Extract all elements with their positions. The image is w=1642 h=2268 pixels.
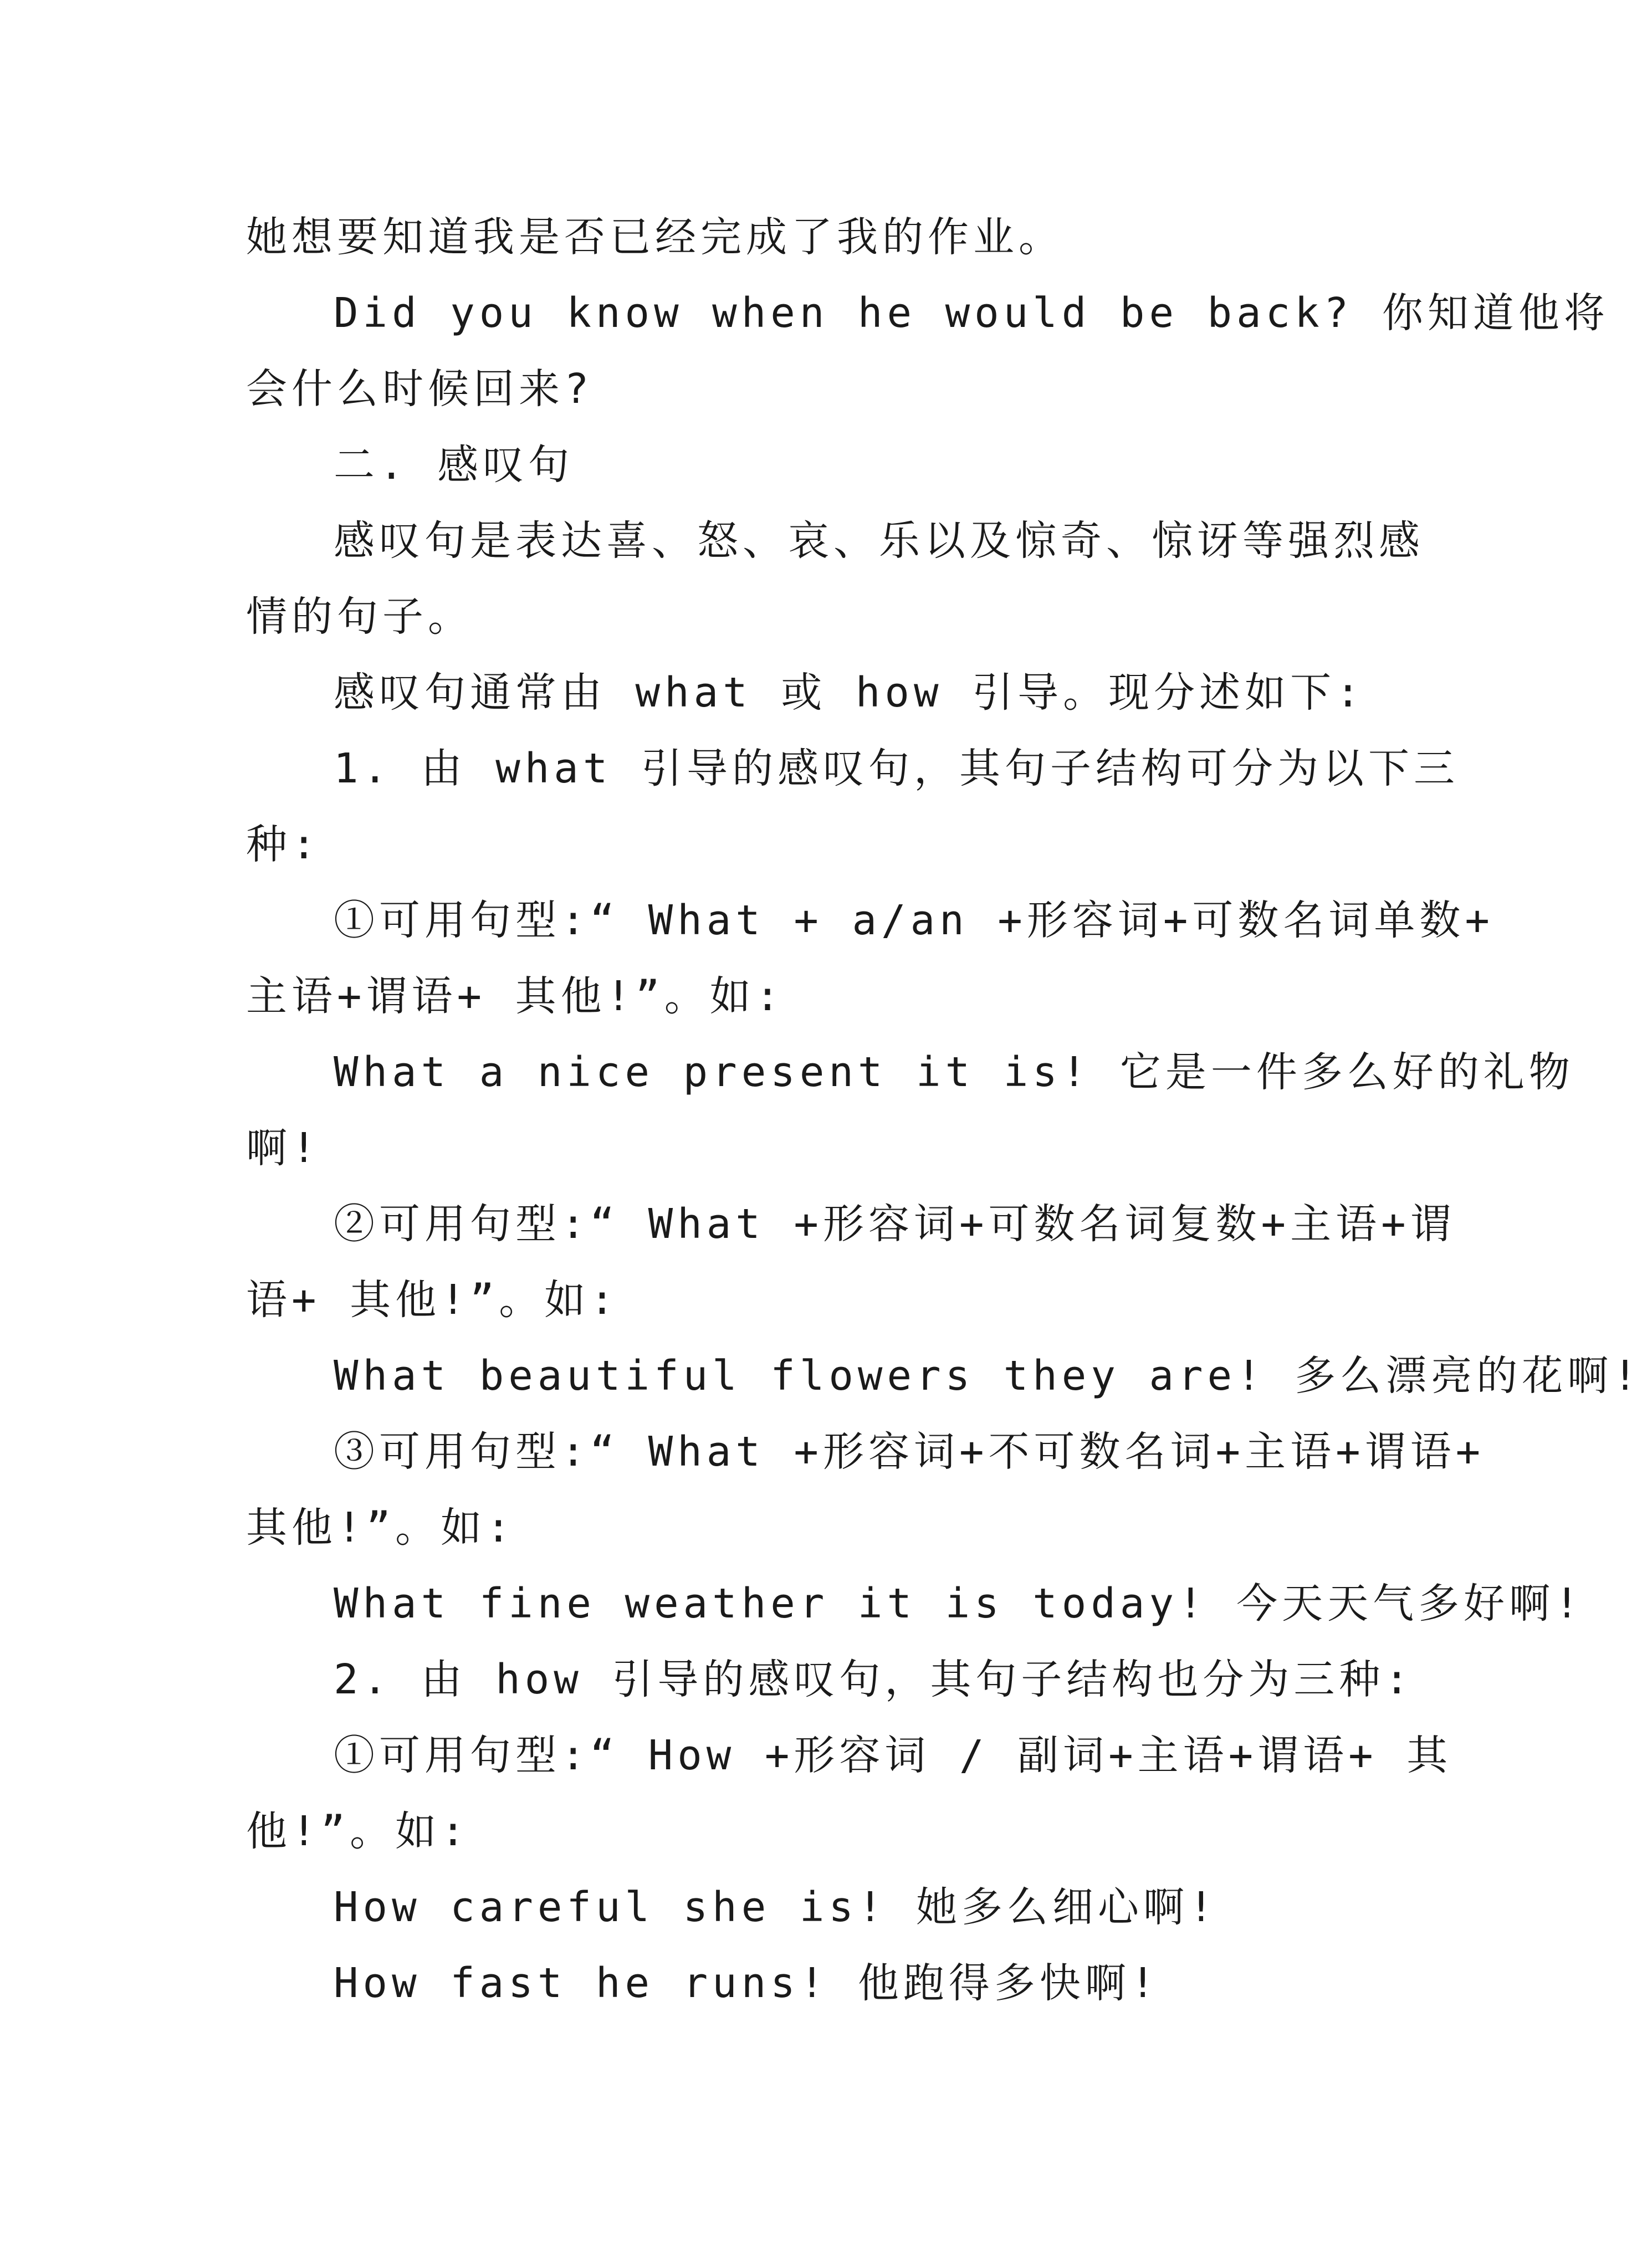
text-line: ①可用句型:“ How +形容词 / 副词+主语+谓语+ 其	[334, 1732, 1452, 1779]
paragraph-definition	[246, 503, 1424, 655]
subheading-what	[246, 731, 1459, 883]
text-line: 啊!	[246, 1124, 321, 1172]
text-line: 种:	[246, 821, 321, 868]
text-line: Did you know when he would be back? 你知道他将	[334, 289, 1609, 337]
paragraph-hw-translation	[246, 199, 1371, 275]
text-line: 其他!”。如:	[246, 1504, 515, 1552]
text-line: 她想要知道我是否已经完成了我的作业。	[246, 213, 1064, 261]
text-line: ②可用句型:“ What +形容词+可数名词复数+主语+谓	[334, 1200, 1456, 1248]
text-line: 语+ 其他!”。如:	[246, 1276, 619, 1324]
section-heading-exclamatory	[246, 427, 1371, 503]
pattern-what-3	[246, 1414, 1485, 1566]
text-line: 2. 由 how 引导的感叹句，其句子结构也分为三种:	[334, 1656, 1414, 1703]
paragraph-intro	[246, 655, 1371, 731]
example-how-1	[246, 1870, 1371, 1946]
text-line: 情的句子。	[246, 593, 473, 641]
document-body	[246, 199, 1642, 2021]
text-line: How careful she is! 她多么细心啊!	[334, 1883, 1218, 1931]
paragraph-did-you-know	[246, 275, 1609, 427]
text-line: ①可用句型:“ What + a/an +形容词+可数名词单数+	[334, 897, 1494, 944]
text-line: 主语+谓语+ 其他!”。如:	[246, 972, 785, 1020]
pattern-what-2	[246, 1186, 1456, 1338]
text-line: 感叹句通常由 what 或 how 引导。现分述如下:	[334, 669, 1365, 716]
text-line: 会什么时候回来?	[246, 365, 594, 413]
text-line: How fast he runs! 他跑得多快啊!	[334, 1959, 1160, 2007]
text-line: ③可用句型:“ What +形容词+不可数名词+主语+谓语+	[334, 1428, 1485, 1476]
example-what-2	[246, 1338, 1642, 1414]
text-line: What a nice present it is! 它是一件多么好的礼物	[334, 1048, 1574, 1096]
example-how-2	[246, 1946, 1371, 2021]
pattern-what-1	[246, 883, 1494, 1035]
section-heading: 二. 感叹句	[334, 441, 574, 489]
text-line: What beautiful flowers they are! 多么漂亮的花啊!	[334, 1352, 1642, 1400]
text-line: What fine weather it is today! 今天天气多好啊!	[334, 1580, 1584, 1627]
subheading-how	[246, 1642, 1414, 1718]
example-what-1	[246, 1035, 1574, 1186]
example-what-3	[246, 1566, 1584, 1642]
text-line: 他!”。如:	[246, 1808, 470, 1855]
text-line: 感叹句是表达喜、怒、哀、乐以及惊奇、惊讶等强烈感	[334, 517, 1424, 565]
pattern-how-1	[246, 1718, 1452, 1870]
text-line: 1. 由 what 引导的感叹句，其句子结构可分为以下三	[334, 745, 1459, 792]
